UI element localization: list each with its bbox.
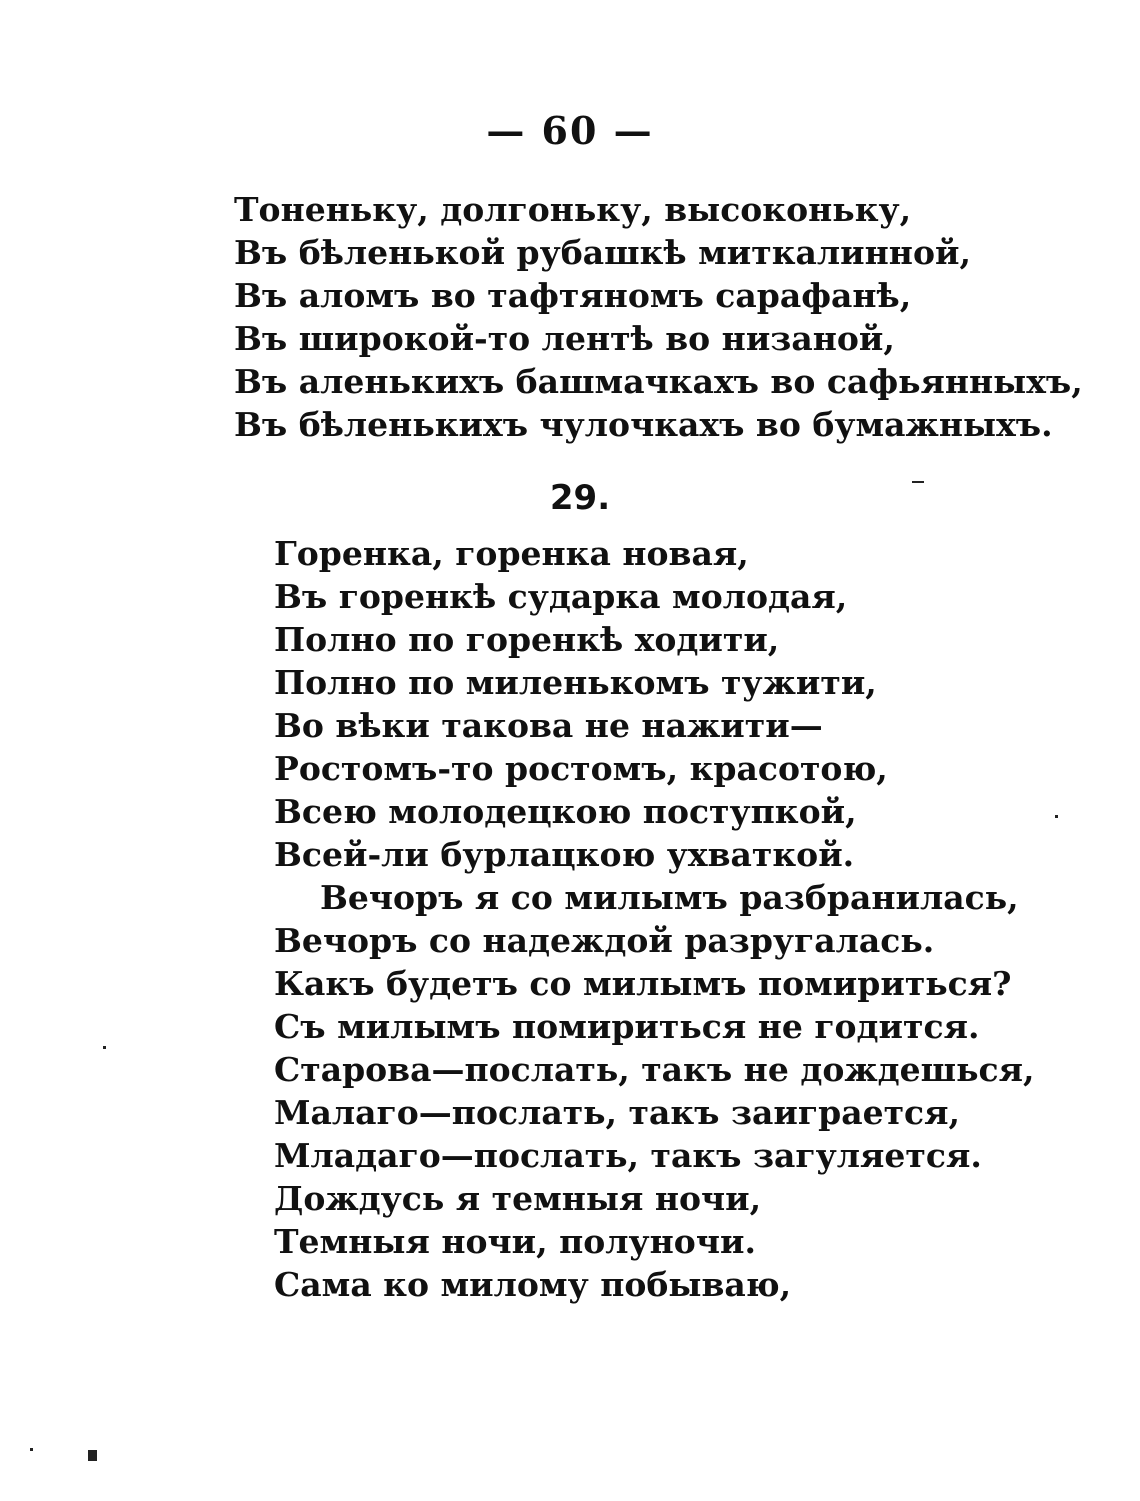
- scan-speck: [30, 1448, 33, 1451]
- stanza-continued: [234, 188, 1083, 446]
- verse-line: Вечоръ со надеждой разругалась.: [274, 921, 935, 960]
- page-number: — 60 —: [486, 108, 654, 153]
- scan-speck: [1055, 815, 1058, 818]
- verse-line: Тоненьку, долгоньку, высоконьку,: [234, 190, 912, 229]
- verse-line: Ростомъ-то ростомъ, красотою,: [274, 749, 888, 788]
- verse-line: Въ бѣленькой рубашкѣ миткалинной,: [234, 233, 971, 272]
- verse-line: Младаго—послать, такъ загуляется.: [274, 1136, 982, 1175]
- verse-line: Полно по горенкѣ ходити,: [274, 620, 780, 659]
- verse-line: Дождусь я темныя ночи,: [274, 1179, 762, 1218]
- verse-line: Въ бѣленькихъ чулочкахъ во бумажныхъ.: [234, 405, 1053, 444]
- verse-line: Съ милымъ помириться не годится.: [274, 1007, 980, 1046]
- verse-line: Въ горенкѣ сударка молодая,: [274, 577, 848, 616]
- verse-line: Вечоръ я со милымъ разбранилась,: [320, 878, 1019, 917]
- verse-line: Въ аленькихъ башмачкахъ во сафьянныхъ,: [234, 362, 1083, 401]
- poem-body: [274, 532, 1035, 1306]
- scan-speck: [912, 481, 924, 483]
- verse-line: Во вѣки такова не нажити—: [274, 706, 823, 745]
- verse-line: Всей-ли бурлацкою ухваткой.: [274, 835, 855, 874]
- verse-line: Старова—послать, такъ не дождешься,: [274, 1050, 1035, 1089]
- verse-line: Малаго—послать, такъ заиграется,: [274, 1093, 960, 1132]
- verse-line: Темныя ночи, полуночи.: [274, 1222, 756, 1261]
- verse-line: Горенка, горенка новая,: [274, 534, 749, 573]
- verse-line: Полно по миленькомъ тужити,: [274, 663, 877, 702]
- verse-line: Сама ко милому побываю,: [274, 1265, 792, 1304]
- scan-speck: [103, 1046, 106, 1049]
- scan-speck: [88, 1450, 97, 1461]
- verse-line: Въ широкой-то лентѣ во низаной,: [234, 319, 895, 358]
- verse-line: Въ аломъ во тафтяномъ сарафанѣ,: [234, 276, 912, 315]
- verse-line: Какъ будетъ со милымъ помириться?: [274, 964, 1012, 1003]
- verse-line: Всею молодецкою поступкой,: [274, 792, 857, 831]
- poem-number: 29.: [549, 478, 611, 518]
